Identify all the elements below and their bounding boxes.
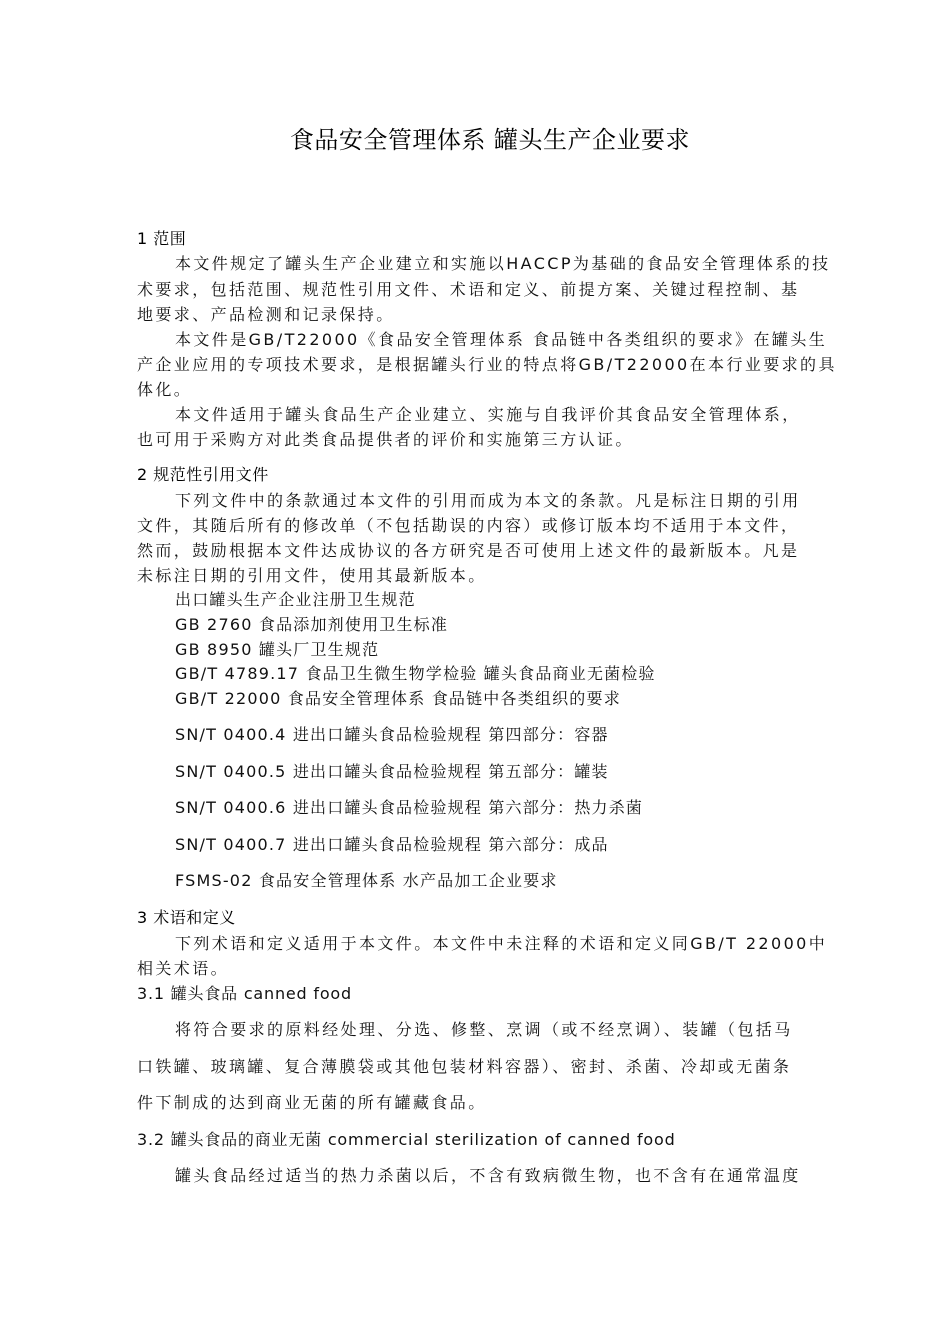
paragraph-line: 也可用于采购方对此类食品提供者的评价和实施第三方认证。 (137, 430, 634, 449)
reference-item: SN/T 0400.4 进出口罐头食品检验规程 第四部分：容器 (175, 725, 609, 744)
paragraph-line: 文件，其随后所有的修改单（不包括勘误的内容）或修订版本均不适用于本文件， (137, 516, 800, 535)
reference-item: GB 8950 罐头厂卫生规范 (175, 640, 380, 659)
paragraph-line: 本文件适用于罐头食品生产企业建立、实施与自我评价其食品安全管理体系， (175, 405, 801, 424)
paragraph-line: 然而，鼓励根据本文件达成协议的各方研究是否可使用上述文件的最新版本。凡是 (137, 541, 800, 560)
section-heading: 3 术语和定义 (137, 908, 236, 927)
paragraph-line: 相关术语。 (137, 959, 230, 978)
paragraph-line: 地要求、产品检测和记录保持。 (137, 305, 395, 324)
reference-item: GB/T 4789.17 食品卫生微生物学检验 罐头食品商业无菌检验 (175, 664, 656, 683)
term-heading: 3.1 罐头食品 canned food (137, 984, 352, 1003)
paragraph-line: 件下制成的达到商业无菌的所有罐藏食品。 (137, 1093, 487, 1112)
reference-item: GB/T 22000 食品安全管理体系 食品链中各类组织的要求 (175, 689, 621, 708)
page-title: 食品安全管理体系 罐头生产企业要求 (289, 126, 691, 154)
section-heading: 2 规范性引用文件 (137, 465, 269, 484)
reference-item: GB 2760 食品添加剂使用卫生标准 (175, 615, 449, 634)
reference-item: SN/T 0400.7 进出口罐头食品检验规程 第六部分：成品 (175, 835, 609, 854)
paragraph-line: 下列术语和定义适用于本文件。本文件中未注释的术语和定义同GB/T 22000中 (175, 934, 828, 953)
reference-item: SN/T 0400.5 进出口罐头食品检验规程 第五部分：罐装 (175, 762, 609, 781)
paragraph-line: 体化。 (137, 380, 193, 399)
term-heading: 3.2 罐头食品的商业无菌 commercial sterilization of canned food (137, 1130, 676, 1149)
paragraph-line: 下列文件中的条款通过本文件的引用而成为本文的条款。凡是标注日期的引用 (175, 491, 801, 510)
paragraph-line: 本文件规定了罐头生产企业建立和实施以HACCP为基础的食品安全管理体系的技 (175, 254, 831, 273)
paragraph-line: 未标注日期的引用文件，使用其最新版本。 (137, 566, 487, 585)
paragraph-line: 本文件是GB/T22000《食品安全管理体系 食品链中各类组织的要求》在罐头生 (175, 330, 828, 349)
paragraph-line: 术要求，包括范围、规范性引用文件、术语和定义、前提方案、关键过程控制、基 (137, 280, 800, 299)
paragraph-line: 产企业应用的专项技术要求，是根据罐头行业的特点将GB/T22000在本行业要求的具 (137, 355, 837, 374)
paragraph-line: 将符合要求的原料经处理、分选、修整、烹调（或不经烹调）、装罐（包括马 (175, 1020, 793, 1039)
reference-item: SN/T 0400.6 进出口罐头食品检验规程 第六部分：热力杀菌 (175, 798, 644, 817)
reference-item: FSMS-02 食品安全管理体系 水产品加工企业要求 (175, 871, 558, 890)
reference-item: 出口罐头生产企业注册卫生规范 (175, 590, 416, 609)
paragraph-line: 口铁罐、玻璃罐、复合薄膜袋或其他包装材料容器）、密封、杀菌、冷却或无菌条 (137, 1057, 792, 1076)
paragraph-line: 罐头食品经过适当的热力杀菌以后，不含有致病微生物，也不含有在通常温度 (175, 1166, 801, 1185)
section-heading: 1 范围 (137, 229, 187, 248)
